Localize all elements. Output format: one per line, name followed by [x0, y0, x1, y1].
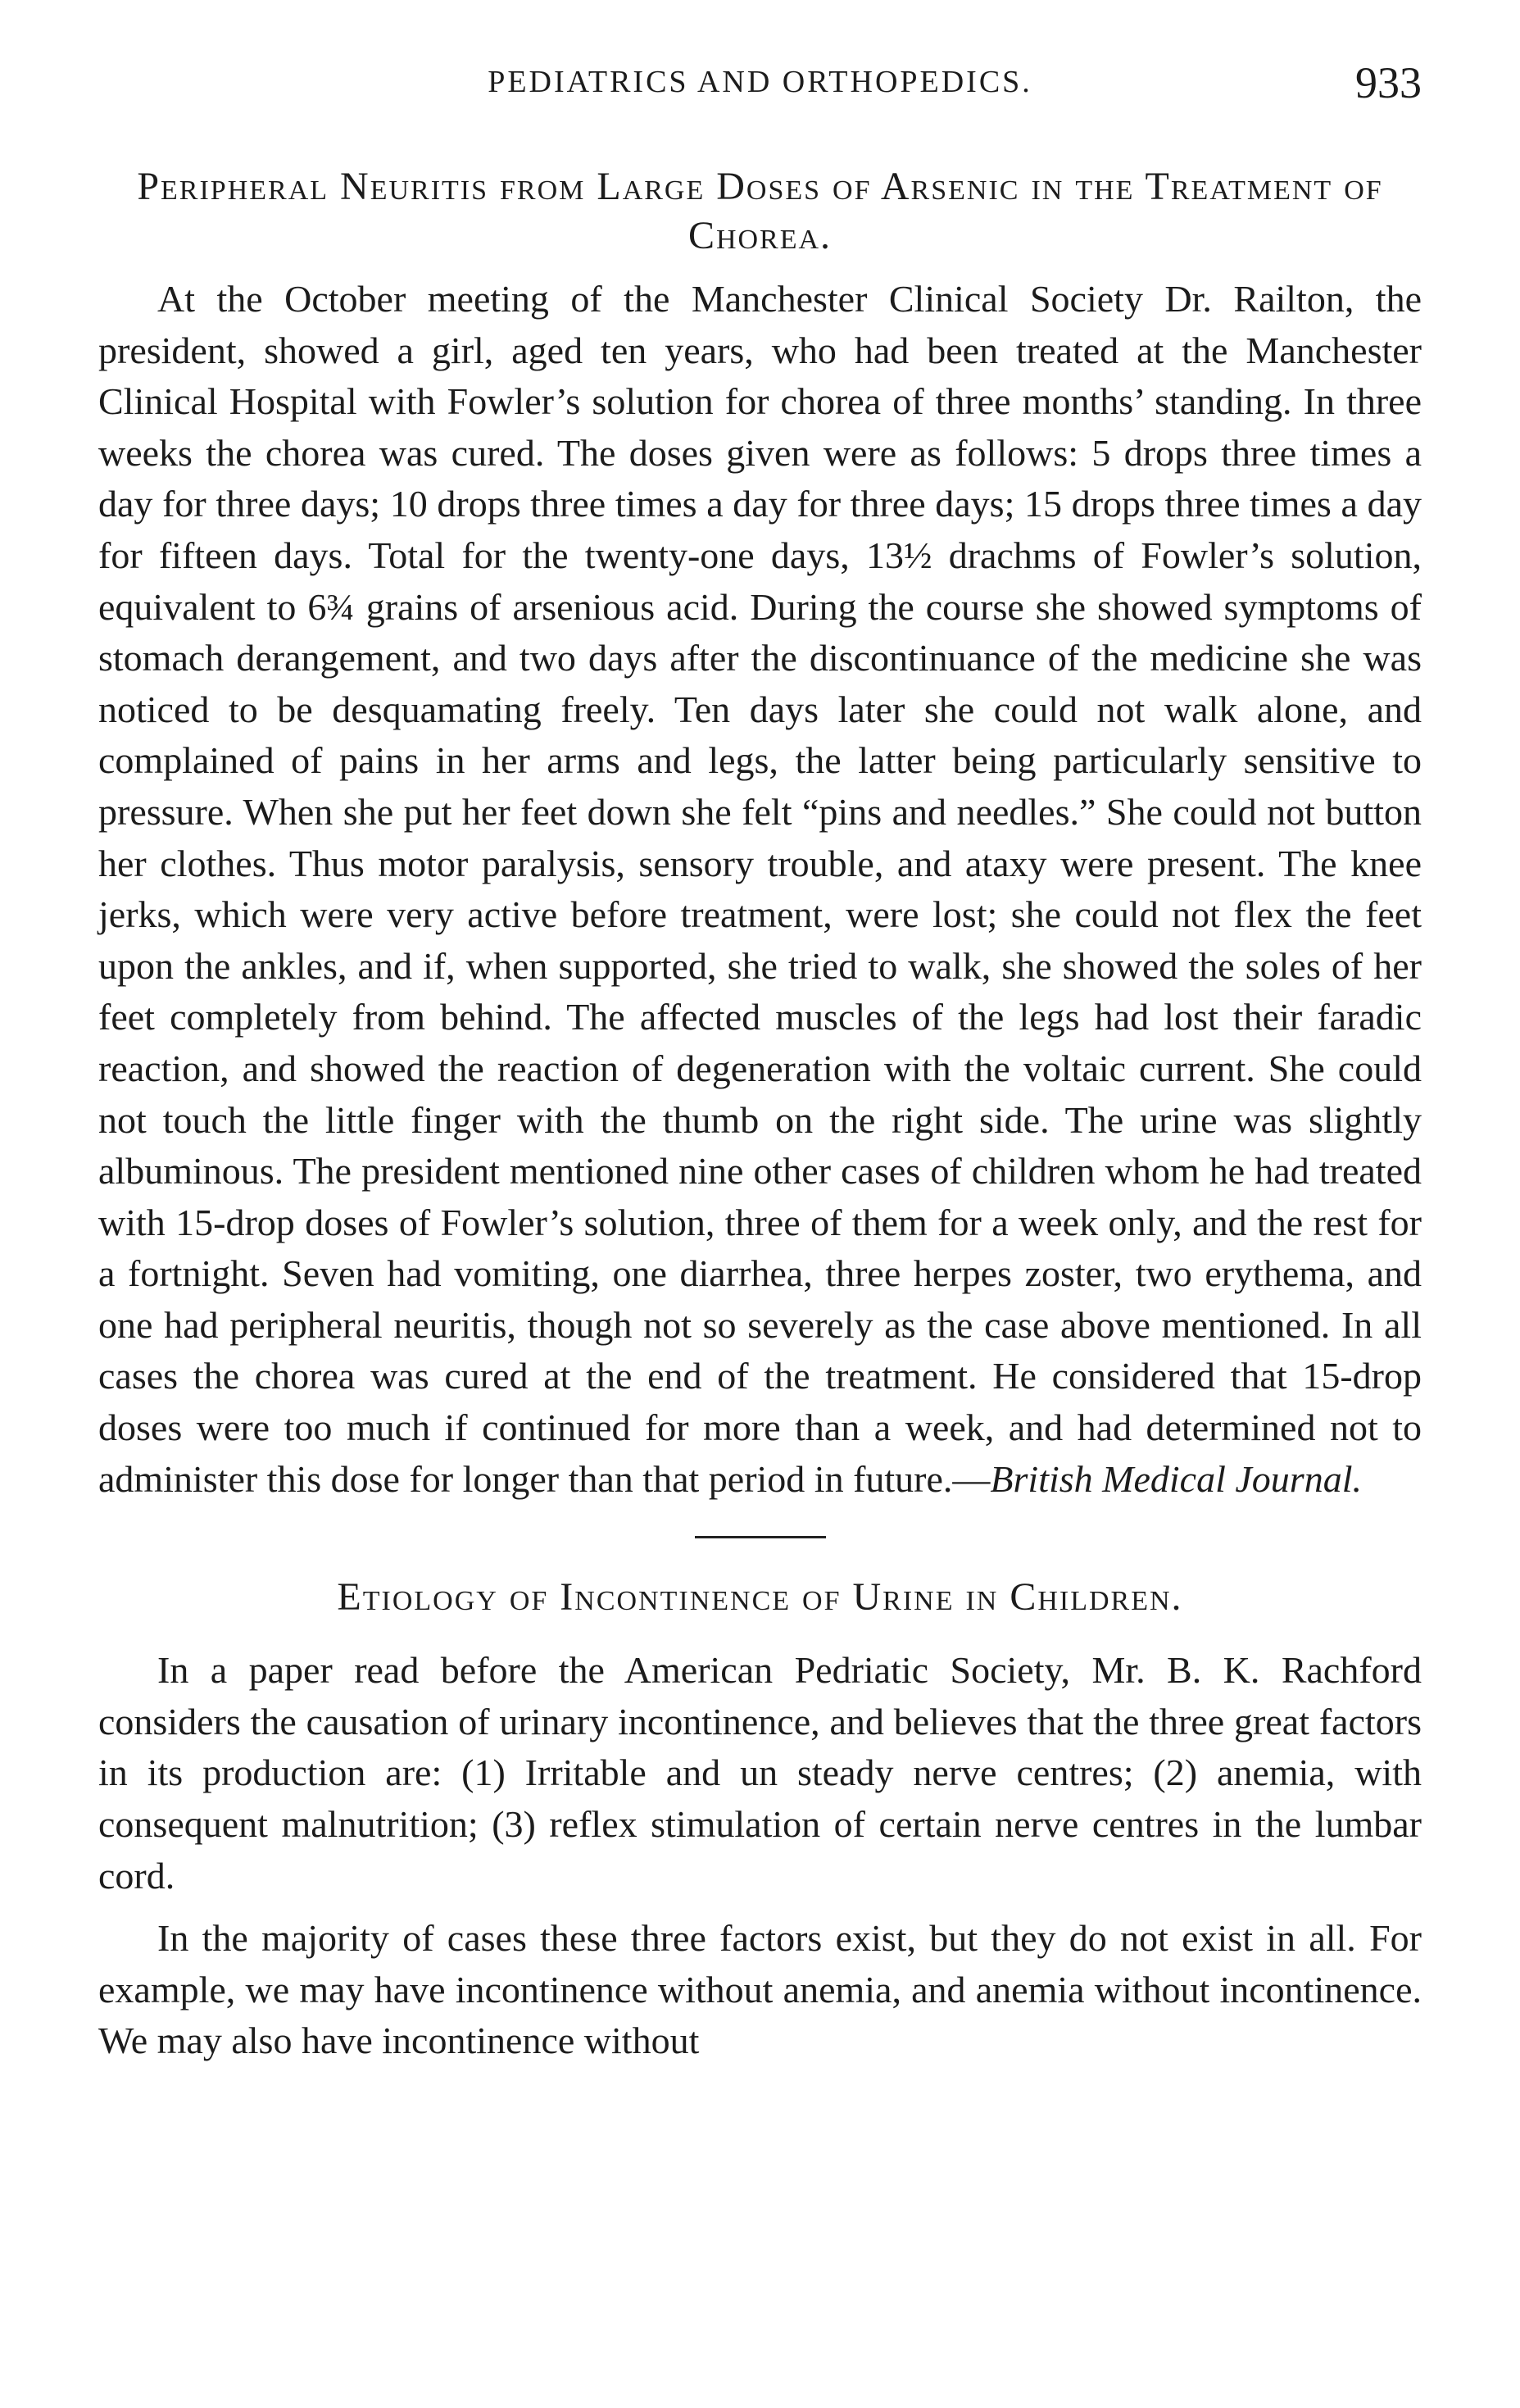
- article-body: [98, 274, 1422, 1505]
- page-number: 933: [1355, 58, 1422, 107]
- article-arsenic-neuritis: [98, 162, 1422, 1505]
- section-divider: [695, 1536, 826, 1538]
- article-heading: Etiology of Incontinence of Urine in Children.: [337, 1575, 1183, 1620]
- running-title: PEDIATRICS AND ORTHOPEDICS.: [488, 65, 1032, 99]
- running-header: [98, 57, 1422, 115]
- journal-citation: British Medical Journal.: [990, 1457, 1362, 1500]
- article-body-text: At the October meeting of the Manchester Clinical Society Dr. Railton, the president, showed a girl, aged ten years, who had been treated at the Manchester Clinical Hospital with Fowler’s solution for chorea of three months’ standing. In three weeks the chorea was cured. The doses given were as follows: 5 drops three times a day for three days; 10 drops three times a day for three days; 15 drops three times a day for fifteen days. Total for the twenty-one days, 13½ drachms of Fowler’s solution, equivalent to 6¾ grains of arsenious acid. During the course she showed symptoms of stomach derangement, and two days after the discontinuance of the medicine she was noticed to be desquamating freely. Ten days later she could not walk alone, and complained of pains in her arms and legs, the latter being particularly sensitive to pressure. When she put her feet down she felt “pins and needles.” She could not button her clothes. Thus motor paralysis, sensory trouble, and ataxy were present. The knee jerks, which were very active before treatment, were lost; she could not flex the feet upon the ankles, and if, when supported, she tried to walk, she showed the soles of her feet completely from behind. The affected muscles of the legs had lost their faradic reaction, and showed the reaction of degeneration with the voltaic current. She could not touch the little finger with the thumb on the right side. The urine was slightly albuminous. The president mentioned nine other cases of children whom he had treated with 15-drop doses of Fowler’s solution, three of them for a week only, and the rest for a fortnight. Seven had vomiting, one diarrhea, three herpes zoster, two erythema, and one had peripheral neuritis, though not so severely as the case above mentioned. In all cases the chorea was cured at the end of the treatment. He considered that 15-drop doses were too much if continued for more than a week, and had determined not to administer this dose for longer than that period in future.—: [98, 278, 1422, 1500]
- article-paragraph: In the majority of cases these three factors exist, but they do not exist in all. For example, we may have incontinence without anemia, and anemia without incontinence. We may also have incontinence without: [98, 1917, 1422, 2062]
- article-paragraph: In a paper read before the American Pedriatic Society, Mr. B. K. Rachford considers the causation of urinary incontinence, and believes that the three great factors in its production are: (1) Irritable and un steady nerve centres; (2) anemia, with consequent malnutrition; (3) reflex stimulation of certain nerve centres in the lumbar cord.: [98, 1649, 1422, 1897]
- document-page: [98, 57, 1422, 2067]
- article-heading: Peripheral Neuritis from Large Doses of Arsenic in the Treatment of Chorea.: [137, 165, 1383, 257]
- article-incontinence: [98, 1573, 1422, 2067]
